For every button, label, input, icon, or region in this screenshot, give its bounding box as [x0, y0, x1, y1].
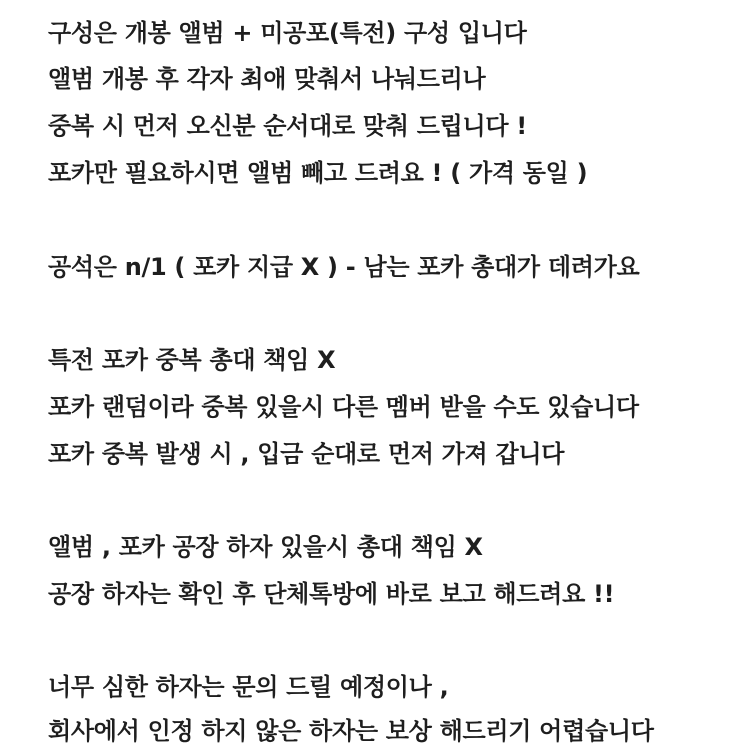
notice-line-empty-seat: 공석은 n/1 ( 포카 지급 X ) - 남는 포카 총대가 데려가요 [48, 253, 640, 281]
notice-line-defect-report: 공장 하자는 확인 후 단체톡방에 바로 보고 해드려요 !! [48, 580, 615, 608]
notice-line-photocard-only: 포카만 필요하시면 앨범 빼고 드려요 ! ( 가격 동일 ) [48, 159, 588, 187]
notice-line-bonus-duplicate: 특전 포카 중복 총대 책임 X [48, 346, 336, 374]
notice-line-composition: 구성은 개봉 앨범 + 미공포(특전) 구성 입니다 [48, 19, 527, 47]
notice-line-payment-order: 포카 중복 발생 시 , 입금 순대로 먼저 가져 갑니다 [48, 440, 565, 468]
notice-line-duplicate-order: 중복 시 먼저 오신분 순서대로 맞춰 드립니다 ! [48, 112, 527, 140]
notice-line-factory-defect: 앨범 , 포카 공장 하자 있을시 총대 책임 X [48, 533, 483, 561]
notice-line-distribution: 앨범 개봉 후 각자 최애 맞춰서 나눠드리나 [48, 65, 486, 93]
notice-line-severe-defect: 너무 심한 하자는 문의 드릴 예정이나 , [48, 673, 449, 701]
notice-line-random-member: 포카 랜덤이라 중복 있을시 다른 멤버 받을 수도 있습니다 [48, 393, 639, 421]
notice-line-compensation: 회사에서 인정 하지 않은 하자는 보상 해드리기 어렵습니다 [48, 717, 654, 745]
